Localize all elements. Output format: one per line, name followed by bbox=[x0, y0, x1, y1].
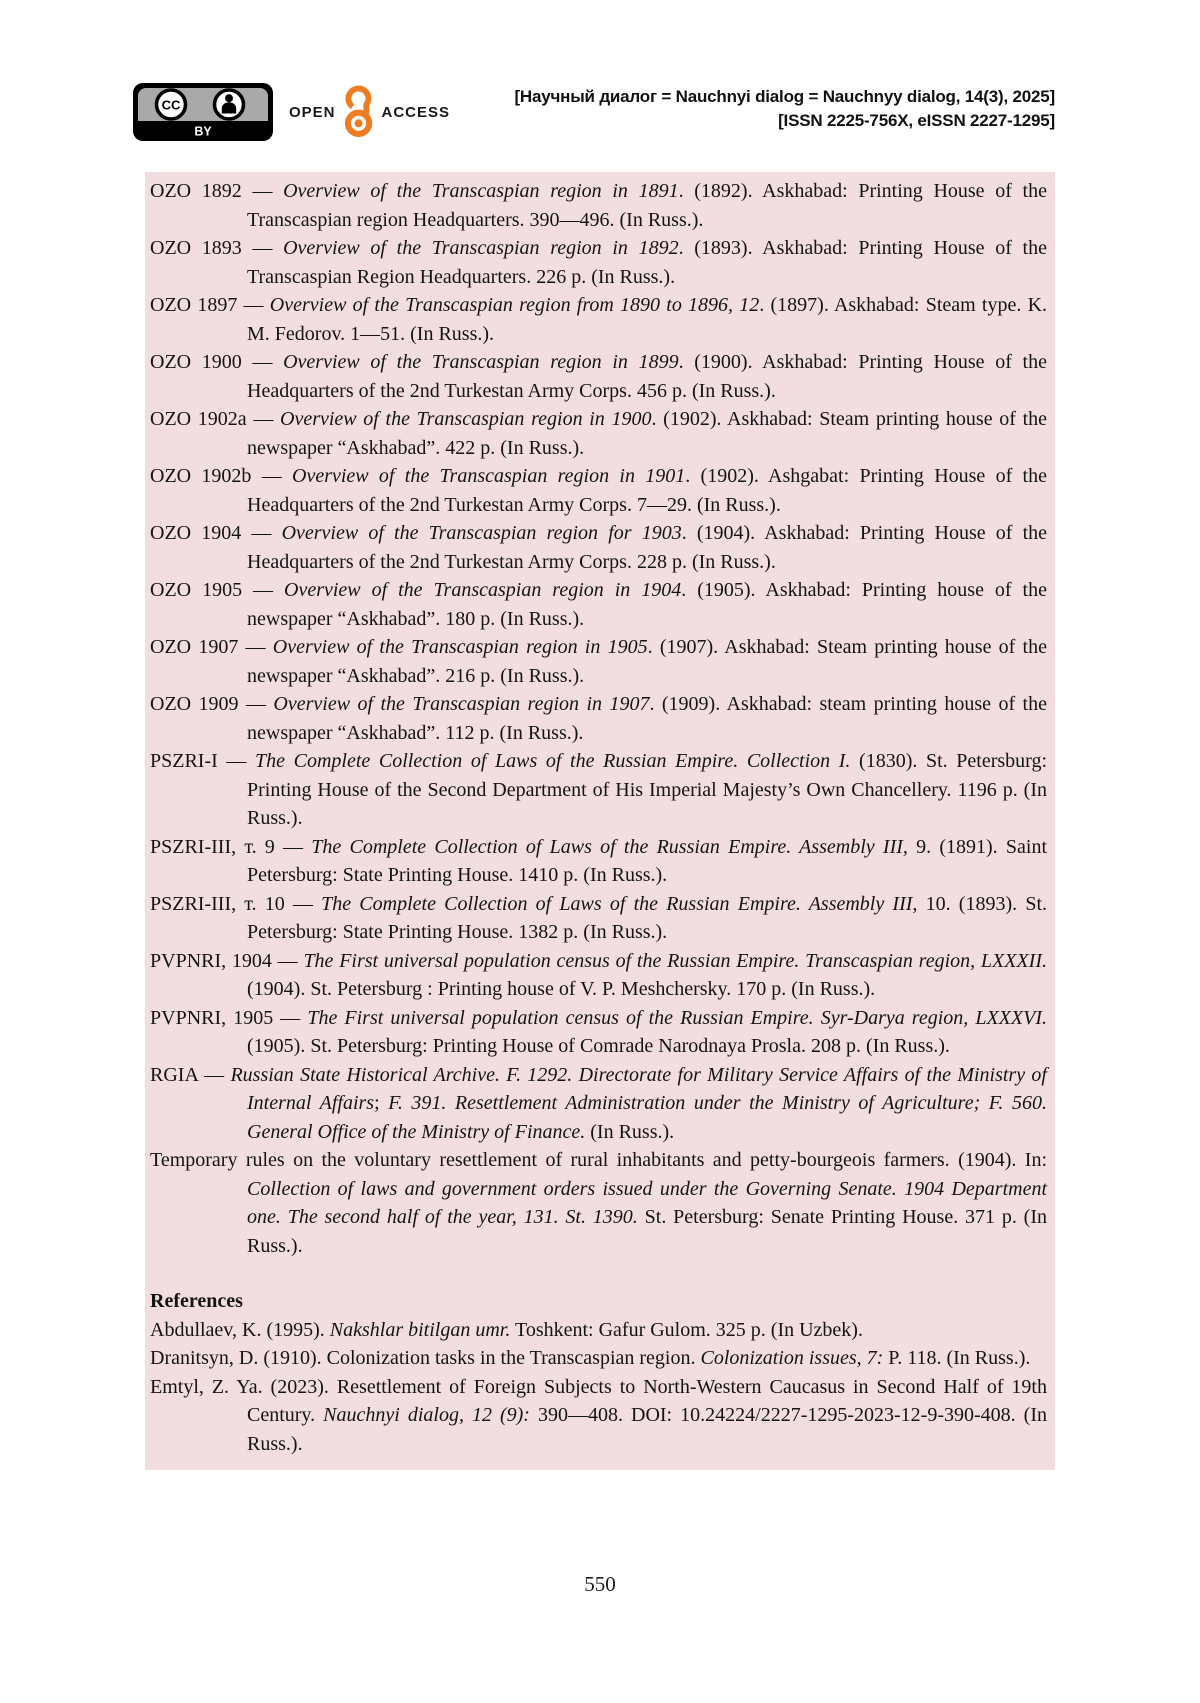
bibliography-entry: PSZRI-I — The Complete Collection of Laws of the Russian Empire. Collection I. (1830). St. Petersburg: Printing House of the Second Department of His Imperial Majesty’s Own Chancellery. 1196 p. (In Russ.). bbox=[150, 750, 1048, 829]
bibliography-entry: PSZRI-III, т. 9 — The Complete Collection of Laws of the Russian Empire. Assembly III, 9. (1891). Saint Petersburg: State Printing House. 1410 p. (In Russ.). bbox=[150, 835, 1047, 886]
reference-entry: Emtyl, Z. Ya. (2023). Resettlement of Foreign Subjects to North-Western Caucasus in Second Half of 19th Century. Nauchnyi dialog, 12 (9): 390—408. DOI: 10.24224/2227-1295-2023-12-9-390-408. (In Russ.). bbox=[150, 1375, 1047, 1455]
bibliography-entry: RGIA — Russian State Historical Archive. F. 1292. Directorate for Military Service Affairs of the Ministry of Internal Affairs; F. 391. Resettlement Administration under the Ministry of Agriculture; F. 560. General Office of the Ministry of Finance. (In Russ.). bbox=[150, 1063, 1047, 1143]
references-list bbox=[150, 1316, 1047, 1459]
bibliography-entry: OZO 1900 — Overview of the Transcaspian region in 1899. (1900). Askhabad: Printing House of the Headquarters of the 2nd Turkestan Army Corps. 456 p. (In Russ.). bbox=[150, 351, 1047, 402]
bibliography-entry: OZO 1907 — Overview of the Transcaspian region in 1905. (1907). Askhabad: Steam printing house of the newspaper “Askhabad”. 216 p. (In Russ.). bbox=[150, 636, 1047, 687]
bibliography-entry: OZO 1892 — Overview of the Transcaspian region in 1891. (1892). Askhabad: Printing House of the Transcaspian region Headquarters. 390—496. (In Russ.). bbox=[150, 180, 1047, 231]
cc-icon bbox=[157, 90, 186, 119]
bibliography-entry: OZO 1893 — Overview of the Transcaspian region in 1892. (1893). Askhabad: Printing House of the Transcaspian Region Headquarters. 226 p. (In Russ.). bbox=[150, 237, 1047, 288]
journal-header bbox=[133, 83, 1055, 141]
bibliography-entry: Temporary rules on the voluntary resettlement of rural inhabitants and petty-bourgeois farmers. (1904). In: Collection of laws and government orders issued under the Governing Senate. 1904 Department one. The second half of the year, 131. St. 1390. St. Petersburg: Senate Printing House. 371 p. (In Russ.). bbox=[150, 1149, 1047, 1257]
bibliography-entry: OZO 1902a — Overview of the Transcaspian region in 1900. (1902). Askhabad: Steam printing house of the newspaper “Askhabad”. 422 p. (In Russ.). bbox=[150, 408, 1048, 459]
bibliography-entry: OZO 1909 — Overview of the Transcaspian region in 1907. (1909). Askhabad: steam printing house of the newspaper “Askhabad”. 112 p. (In Russ.). bbox=[150, 693, 1047, 744]
by-label: BY bbox=[194, 124, 212, 139]
bibliography-entry: OZO 1905 — Overview of the Transcaspian region in 1904. (1905). Askhabad: Printing house of the newspaper “Askhabad”. 180 p. (In Russ.). bbox=[150, 579, 1047, 630]
open-access-logo bbox=[289, 85, 450, 139]
open-lock-icon bbox=[339, 85, 379, 139]
bibliography-entry: PSZRI-III, т. 10 — The Complete Collection of Laws of the Russian Empire. Assembly III, 10. (1893). St. Petersburg: State Printing House. 1382 p. (In Russ.). bbox=[150, 892, 1047, 943]
bibliography-list bbox=[150, 177, 1047, 1260]
svg-text:CC: CC bbox=[161, 97, 181, 113]
bibliography-block bbox=[145, 172, 1055, 1470]
journal-meta bbox=[514, 85, 1055, 132]
bibliography-entry: OZO 1904 — Overview of the Transcaspian region for 1903. (1904). Askhabad: Printing House of the Headquarters of the 2nd Turkestan Army Corps. 228 p. (In Russ.). bbox=[150, 522, 1048, 573]
bibliography-entry: OZO 1902b — Overview of the Transcaspian region in 1901. (1902). Ashgabat: Printing House of the Headquarters of the 2nd Turkestan Army Corps. 7—29. (In Russ.). bbox=[150, 465, 1047, 516]
page-number: 550 bbox=[584, 1572, 616, 1596]
attribution-person-icon bbox=[215, 90, 244, 119]
open-access-word-access: ACCESS bbox=[381, 103, 451, 121]
issn-line: [ISSN 2225-756X, eISSN 2227-1295] bbox=[778, 110, 1055, 130]
journal-title-line: [Научный диалог = Nauchnyi dialog = Nauchnyy dialog, 14(3), 2025] bbox=[514, 87, 1055, 106]
references-heading: References bbox=[150, 1290, 243, 1312]
reference-entry: Dranitsyn, D. (1910). Colonization tasks in the Transcaspian region. Colonization issues, 7: P. 118. (In Russ.). bbox=[150, 1347, 1031, 1369]
bibliography-entry: OZO 1897 — Overview of the Transcaspian region from 1890 to 1896, 12. (1897). Askhabad: Steam type. K. M. Fedorov. 1—51. (In Russ.). bbox=[150, 294, 1048, 345]
bibliography-entry: PVPNRI, 1904 — The First universal population census of the Russian Empire. Transcaspian region, LXXXII. (1904). St. Petersburg : Printing house of V. P. Meshchersky. 170 p. (In Russ.). bbox=[150, 949, 1048, 1000]
bibliography-entry: PVPNRI, 1905 — The First universal population census of the Russian Empire. Syr-Darya region, LXXXVI. (1905). St. Petersburg: Printing House of Comrade Narodnaya Prosla. 208 p. (In Russ.). bbox=[150, 1006, 1048, 1057]
cc-by-badge bbox=[133, 83, 273, 141]
reference-entry: Abdullaev, K. (1995). Nakshlar bitilgan umr. Toshkent: Gafur Gulom. 325 p. (In Uzbek). bbox=[150, 1318, 863, 1341]
license-badges bbox=[133, 83, 450, 141]
open-access-word-open: OPEN bbox=[289, 103, 336, 121]
